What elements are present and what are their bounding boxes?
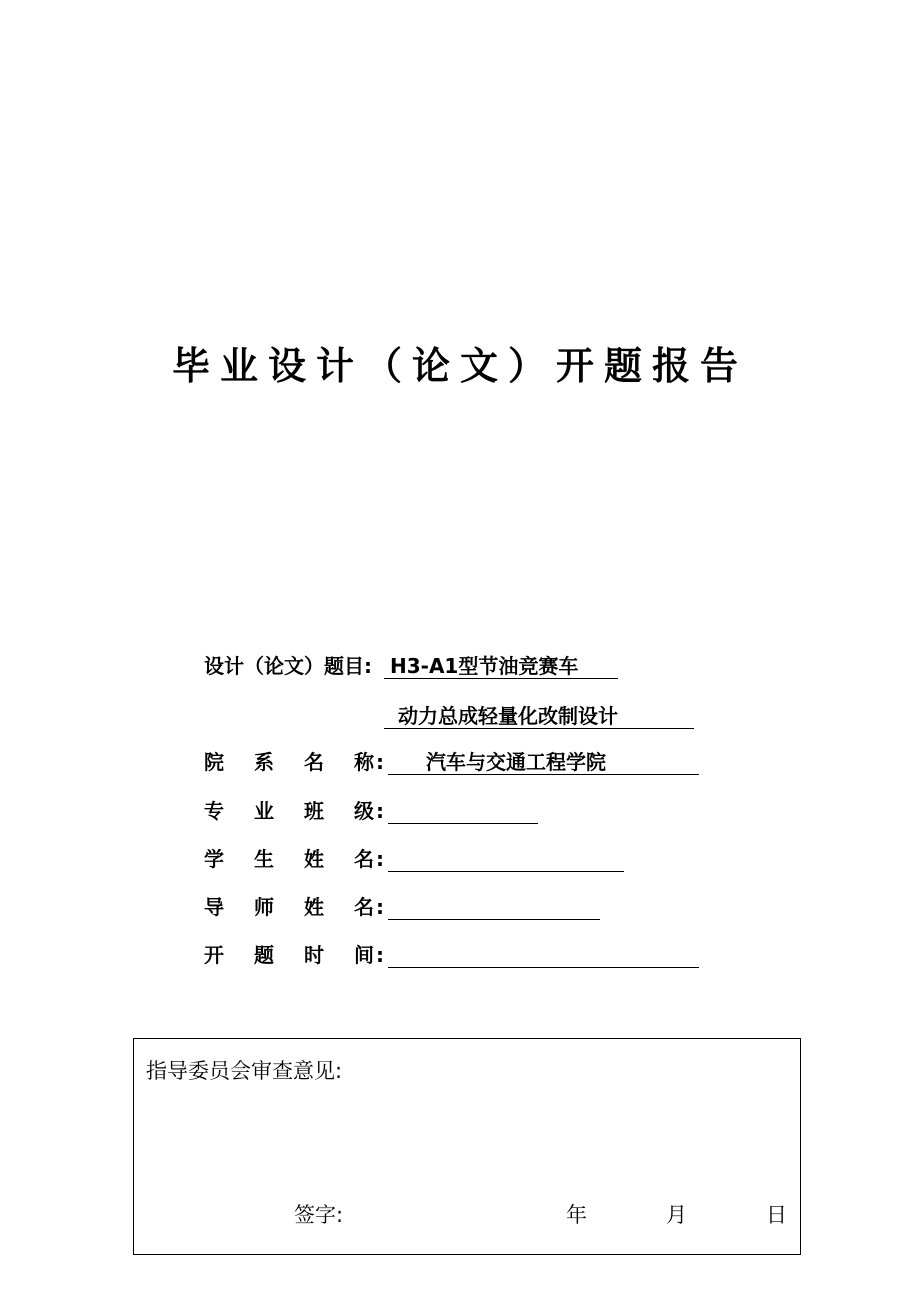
class-underline bbox=[388, 797, 538, 824]
signature-label: 签字: bbox=[294, 1203, 344, 1227]
date-label-char: 间 bbox=[354, 943, 374, 967]
student-label-char: 生 bbox=[254, 847, 274, 871]
topic-line-2: 动力总成轻量化改制设计 bbox=[398, 704, 618, 728]
review-label: 指导委员会审查意见: bbox=[146, 1059, 343, 1083]
student-label-char: 姓 bbox=[304, 847, 324, 871]
department-label-char: 院 bbox=[204, 750, 224, 774]
date-colon: : bbox=[376, 943, 384, 967]
department-field bbox=[204, 748, 704, 778]
student-label-char: 学 bbox=[204, 847, 224, 871]
student-label bbox=[204, 845, 388, 873]
day-label: 日 bbox=[766, 1203, 787, 1227]
department-label-char: 名 bbox=[304, 750, 324, 774]
advisor-label-char: 名 bbox=[354, 895, 374, 919]
department-label-char: 系 bbox=[254, 750, 274, 774]
topic-field-continued bbox=[384, 702, 700, 732]
month-label: 月 bbox=[666, 1203, 687, 1227]
date-label-char: 题 bbox=[254, 943, 274, 967]
page-title: 毕业设计（论文）开题报告 bbox=[171, 344, 748, 388]
class-label-char: 级 bbox=[354, 799, 374, 823]
student-label-char: 名 bbox=[354, 847, 374, 871]
class-colon: : bbox=[376, 799, 384, 823]
advisor-label-char: 姓 bbox=[304, 895, 324, 919]
advisor-field bbox=[204, 893, 614, 923]
review-box bbox=[133, 1038, 801, 1255]
class-label-char: 专 bbox=[204, 799, 224, 823]
advisor-label-char: 导 bbox=[204, 895, 224, 919]
student-colon: : bbox=[376, 847, 384, 871]
department-label-char: 称 bbox=[354, 750, 374, 774]
class-label-char: 业 bbox=[254, 799, 274, 823]
topic-line-1: H3-A1型节油竞赛车 bbox=[390, 654, 579, 678]
year-label: 年 bbox=[566, 1203, 587, 1227]
date-underline bbox=[388, 941, 699, 968]
date-label bbox=[204, 941, 388, 969]
class-field bbox=[204, 797, 544, 827]
topic-label: 设计（论文）题目: bbox=[204, 654, 372, 678]
topic-field bbox=[204, 652, 624, 682]
department-label bbox=[204, 748, 388, 776]
date-label-char: 时 bbox=[304, 943, 324, 967]
advisor-underline bbox=[388, 893, 600, 920]
advisor-label-char: 师 bbox=[254, 895, 274, 919]
student-underline bbox=[388, 845, 624, 872]
advisor-label bbox=[204, 893, 388, 921]
class-label bbox=[204, 797, 388, 825]
date-label-char: 开 bbox=[204, 943, 224, 967]
department-value: 汽车与交通工程学院 bbox=[426, 750, 606, 774]
date-field bbox=[204, 941, 704, 971]
class-label-char: 班 bbox=[304, 799, 324, 823]
department-colon: : bbox=[376, 750, 384, 774]
advisor-colon: : bbox=[376, 895, 384, 919]
student-field bbox=[204, 845, 634, 875]
